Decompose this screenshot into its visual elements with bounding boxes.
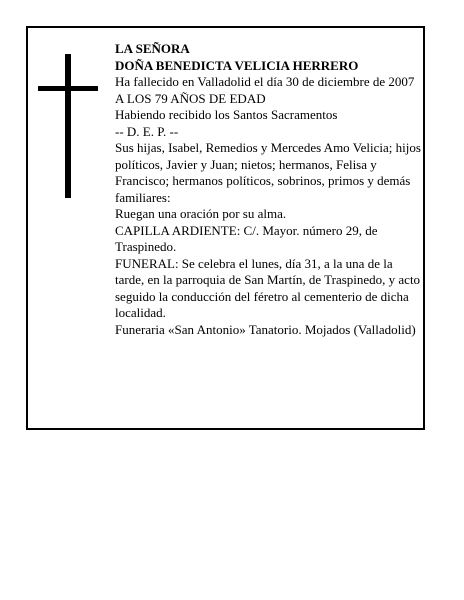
death-statement: Ha fallecido en Valladolid el día 30 de diciembre de 2007 bbox=[115, 74, 415, 89]
latin-cross-icon bbox=[38, 54, 98, 198]
notice-text bbox=[115, 41, 421, 338]
chapel-statement: CAPILLA ARDIENTE: C/. Mayor. número 29, de Traspinedo. bbox=[115, 222, 378, 254]
age-statement: A LOS 79 AÑOS DE EDAD bbox=[115, 90, 266, 106]
obituary-notice bbox=[26, 26, 425, 430]
sacraments-statement: Habiendo recibido los Santos Sacramentos bbox=[115, 107, 338, 122]
dep-line: -- D. E. P. -- bbox=[115, 123, 179, 139]
cross-vertical-bar bbox=[65, 54, 71, 198]
funeral-home: Funeraria «San Antonio» Tanatorio. Mojados (Valladolid) bbox=[115, 321, 416, 337]
cross-horizontal-bar bbox=[38, 86, 98, 91]
funeral-statement: FUNERAL: Se celebra el lunes, día 31, a la una de la tarde, en la parroquia de San Martín, de Traspinedo, y acto seguido la conducción del féretro al cementerio de dicha localidad. bbox=[115, 255, 421, 320]
deceased-name: DOÑA BENEDICTA VELICIA HERRERO bbox=[115, 57, 359, 73]
family-statement: Sus hijas, Isabel, Remedios y Mercedes Amo Velicia; hijos políticos, Javier y Juan; nietos; hermanos, Felisa y Francisco; hermanos políticos, sobrinos, primos y demás familiares: bbox=[115, 140, 421, 205]
notice-title: LA SEÑORA bbox=[115, 41, 190, 56]
prayer-statement: Ruegan una oración por su alma. bbox=[115, 206, 287, 221]
